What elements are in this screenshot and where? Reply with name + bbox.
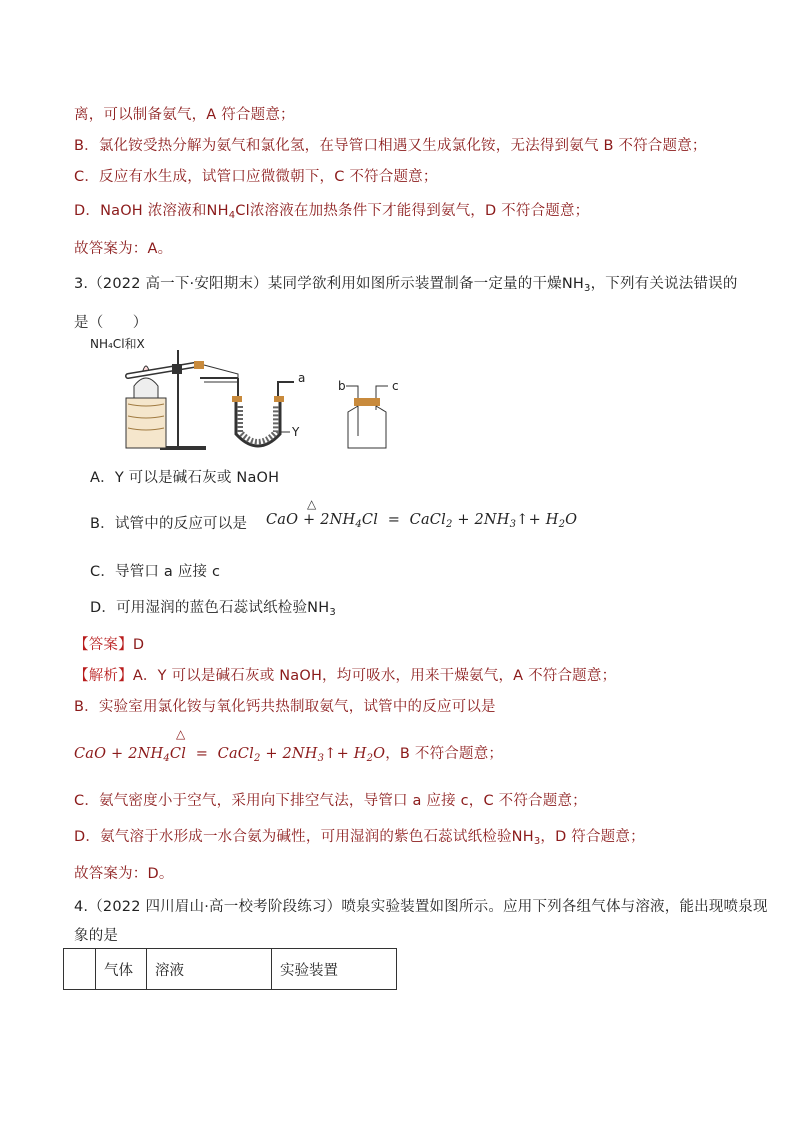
option-b: B．试管中的反应可以是 [90,516,248,532]
equation-option-b: CaO + $2NH_4Cl$ = CaCl$_2$ + $2NH_3↑+ H_2O$ [266,512,578,530]
nh3-formula: $NH_3$ [511,829,541,847]
table-header-row [64,949,397,990]
heat-symbol: △ [307,497,317,511]
table-header-cell [64,949,96,990]
question3-stem-cont: 是（ ） [74,315,148,331]
option-a: A．Y 可以是碱石灰或 NaOH [90,470,280,486]
analysis-line-a: 离，可以制备氨气，A 符合题意； [74,107,295,123]
table-header-cell: 气体 [96,949,147,990]
question4-table [63,948,397,990]
question3-stem: 3.（2022 高一下·安阳期末）某同学欲利用如图所示装置制备一定量的干燥$NH_3$，下列有关说法错误的 [74,276,738,294]
desiccant-y-label: Y [292,425,300,439]
option-d: D．可用湿润的蓝色石蕊试纸检验$NH_3$ [90,600,336,618]
answer-label: 【答案】 [74,637,133,653]
analysis-line-b: B．氯化铵受热分解为氨气和氯化氢，在导管口相遇又生成氯化铵，无法得到氨气 B 不符合题意； [74,138,707,154]
analysis-line-d: D．NaOH 浓溶液和$NH_4Cl$浓溶液在加热条件下才能得到氨气，D 不符合题意； [74,203,590,221]
analysis-final-answer: 故答案为：A。 [74,241,173,257]
port-c-label: c [392,379,399,393]
analysis-b-text: B．实验室用氯化铵与氧化钙共热制取氨气，试管中的反应可以是 [74,699,496,715]
analysis-line-c: C．反应有水生成，试管口应微微朝下，C 不符合题意； [74,169,438,185]
analysis-a: 【解析】A．Y 可以是碱石灰或 NaOH，均可吸水，用来干燥氨气，A 不符合题意； [74,668,617,684]
table-header-cell: 溶液 [147,949,272,990]
apparatus-figure [88,336,428,454]
analysis-c: C．氨气密度小于空气，采用向下排空气法，导管口 a 应接 c，C 不符合题意； [74,793,587,809]
analysis-label: 【解析】 [74,668,133,684]
analysis-d: D．氨气溶于水形成一水合氨为碱性，可用湿润的紫色石蕊试纸检验$NH_3$，D 符合题意； [74,829,645,847]
nh3-formula: $NH_3$ [307,600,336,618]
question4-stem: 4.（2022 四川眉山·高一校考阶段练习）喷泉实验装置如图所示。应用下列各组气体与溶液，能出现喷泉现 [74,899,768,915]
answer-line [74,633,144,654]
tube-label: NH₄Cl和X [90,337,145,351]
answer-value: D [132,637,145,653]
nh3-formula: $NH_3$ [561,276,591,294]
table-header-cell: 实验装置 [272,949,397,990]
question4-stem-cont: 象的是 [74,928,119,944]
equation-analysis-b: CaO + $2NH_4Cl$ = CaCl$_2$ + $2NH_3↑+ H_2O$，B 不符合题意； [74,746,504,764]
analysis-final: 故答案为：D。 [74,866,174,882]
nh4cl-formula: $NH_4Cl$ [206,203,250,221]
option-c: C．导管口 a 应接 c [90,564,221,580]
port-a-label: a [298,371,306,385]
heat-symbol: △ [176,727,186,741]
port-b-label: b [338,379,346,393]
